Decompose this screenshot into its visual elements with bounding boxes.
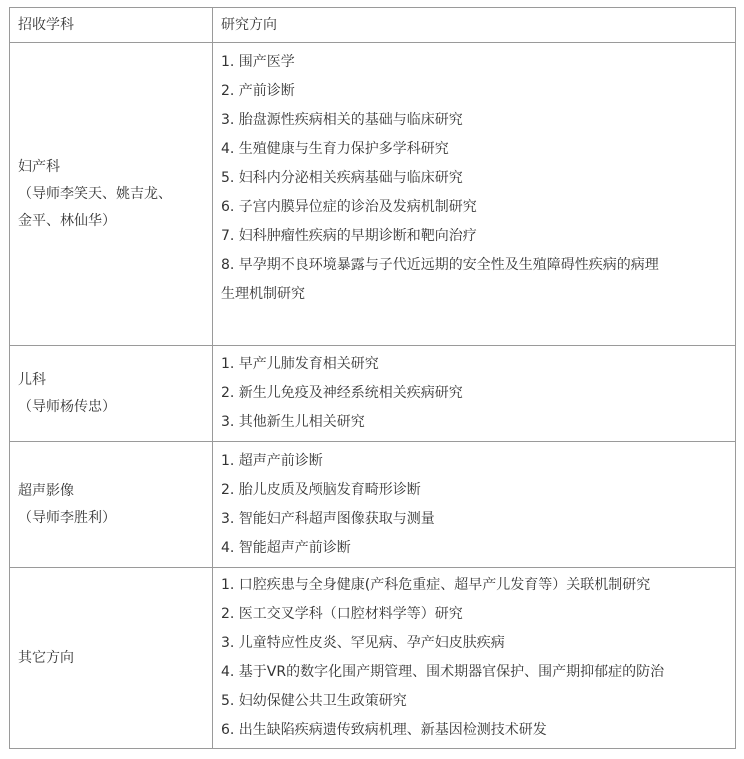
direction-item: 2. 医工交叉学科（口腔材料学等）研究 bbox=[221, 606, 463, 622]
table-row bbox=[10, 442, 736, 568]
subject-name: 其它方向 bbox=[18, 649, 74, 666]
table-row bbox=[10, 568, 736, 749]
direction-item: 7. 妇科肿瘤性疾病的早期诊断和靶向治疗 bbox=[221, 228, 477, 244]
header-subject: 招收学科 bbox=[10, 8, 213, 43]
direction-cell bbox=[213, 568, 736, 749]
subject-advisors: （导师李胜利） bbox=[18, 509, 116, 526]
subject-name: 超声影像 bbox=[18, 482, 74, 499]
direction-item: 1. 围产医学 bbox=[221, 54, 295, 70]
direction-item: 5. 妇幼保健公共卫生政策研究 bbox=[221, 693, 407, 709]
direction-item: 4. 基于VR的数字化围产期管理、围术期器官保护、围产期抑郁症的防治 bbox=[221, 664, 665, 680]
table-row bbox=[10, 43, 736, 346]
subject-name: 儿科 bbox=[18, 371, 46, 388]
direction-item: 6. 出生缺陷疾病遗传致病机理、新基因检测技术研发 bbox=[221, 722, 547, 738]
direction-item: 2. 胎儿皮质及颅脑发育畸形诊断 bbox=[221, 481, 421, 498]
direction-item: 生理机制研究 bbox=[221, 286, 305, 302]
subject-cell bbox=[10, 346, 213, 442]
subject-cell bbox=[10, 442, 213, 568]
table-row bbox=[10, 346, 736, 442]
subject-cell bbox=[10, 568, 213, 749]
subject-advisors: （导师李笑天、姚吉龙、 bbox=[18, 185, 172, 202]
direction-cell bbox=[213, 442, 736, 568]
direction-item: 2. 新生儿免疫及神经系统相关疾病研究 bbox=[221, 385, 463, 401]
subject-advisors: 金平、林仙华） bbox=[18, 212, 116, 229]
subject-name: 妇产科 bbox=[18, 158, 60, 175]
direction-item: 4. 生殖健康与生育力保护多学科研究 bbox=[221, 141, 449, 157]
direction-item: 1. 早产儿肺发育相关研究 bbox=[221, 356, 379, 372]
direction-item: 3. 其他新生儿相关研究 bbox=[221, 414, 365, 430]
direction-item: 2. 产前诊断 bbox=[221, 83, 295, 99]
direction-item: 1. 超声产前诊断 bbox=[221, 452, 323, 469]
subject-advisors: （导师杨传忠） bbox=[18, 398, 116, 415]
header-direction: 研究方向 bbox=[213, 8, 736, 43]
direction-item: 3. 胎盘源性疾病相关的基础与临床研究 bbox=[221, 112, 463, 128]
direction-item: 1. 口腔疾患与全身健康(产科危重症、超早产儿发育等）关联机制研究 bbox=[221, 577, 651, 593]
direction-item: 8. 早孕期不良环境暴露与子代近远期的安全性及生殖障碍性疾病的病理 bbox=[221, 257, 659, 273]
subject-cell bbox=[10, 43, 213, 346]
recruitment-table bbox=[9, 7, 736, 749]
direction-cell bbox=[213, 346, 736, 442]
direction-cell bbox=[213, 43, 736, 346]
direction-item: 5. 妇科内分泌相关疾病基础与临床研究 bbox=[221, 170, 463, 186]
direction-item: 3. 儿童特应性皮炎、罕见病、孕产妇皮肤疾病 bbox=[221, 635, 505, 651]
table-header-row bbox=[10, 8, 736, 43]
direction-item: 3. 智能妇产科超声图像获取与测量 bbox=[221, 510, 435, 527]
direction-item: 6. 子宫内膜异位症的诊治及发病机制研究 bbox=[221, 199, 477, 215]
direction-item: 4. 智能超声产前诊断 bbox=[221, 539, 351, 556]
